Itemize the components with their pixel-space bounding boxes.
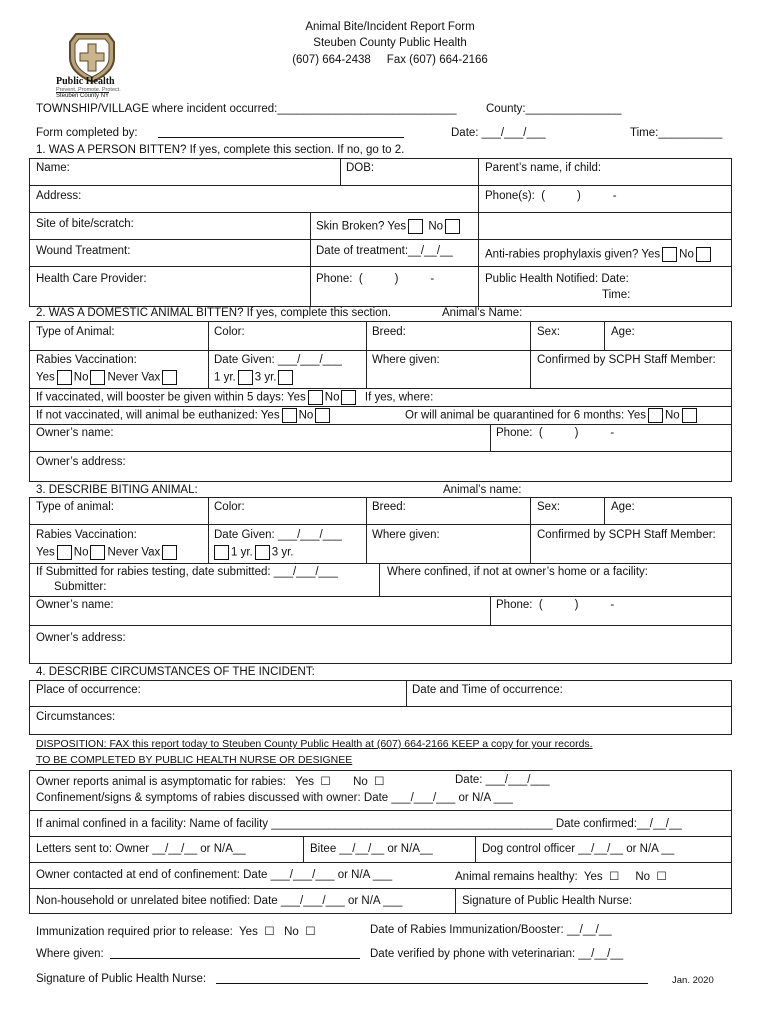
s3-owner-name-field[interactable]: Owner’s name: <box>36 599 114 611</box>
s2-3yr-label: 3 yr. <box>254 371 277 384</box>
section3-table <box>29 497 732 664</box>
treatment-date-field[interactable]: Date of treatment:__/__/__ <box>316 245 453 257</box>
place-of-occurrence-field[interactable]: Place of occurrence: <box>36 684 141 696</box>
s3-type-field[interactable]: Type of animal: <box>36 501 114 513</box>
s2-date-given-field[interactable]: Date Given: ___/___/___ <box>214 354 342 366</box>
s3-3yr-label: 3 yr. <box>271 546 294 559</box>
township-field[interactable]: TOWNSHIP/VILLAGE where incident occurred:____________________________ <box>36 103 457 115</box>
section2-animal-name-field[interactable]: Animal’s Name: <box>442 307 523 319</box>
s2-vax-yes-checkbox[interactable] <box>57 370 72 385</box>
facility-name-field[interactable]: If animal confined in a facility: Name of facility ____________________________________________ Date confirmed:__/__/__ <box>36 818 682 830</box>
s2-color-field[interactable]: Color: <box>214 326 245 338</box>
completed-by-input[interactable] <box>158 128 404 138</box>
booster-no-label: No <box>324 391 340 404</box>
s3-where-given-field[interactable]: Where given: <box>372 529 440 541</box>
s3-color-field[interactable]: Color: <box>214 501 245 513</box>
letters-bitee-field[interactable]: Bitee __/__/__ or N/A__ <box>310 843 433 855</box>
final-signature-label: Signature of Public Health Nurse: <box>36 973 207 985</box>
s2-sex-field[interactable]: Sex: <box>537 326 561 338</box>
asymptomatic-field[interactable]: Owner reports animal is asymptomatic for rabies: Yes ☐ No ☐ <box>36 776 385 788</box>
dog-control-field[interactable]: Dog control officer __/__/__ or N/A __ <box>482 843 675 855</box>
ph-notified-date-field[interactable]: Public Health Notified: Date: <box>485 273 629 285</box>
s3-age-field[interactable]: Age: <box>611 501 635 513</box>
s3-date-given-field[interactable]: Date Given: ___/___/___ <box>214 529 342 541</box>
person-name-field[interactable]: Name: <box>36 162 70 174</box>
s2-type-field[interactable]: Type of Animal: <box>36 326 115 338</box>
provider-phone-field[interactable]: Phone: ( ) - <box>316 273 435 285</box>
s2-confirmed-field[interactable]: Confirmed by SCPH Staff Member: <box>537 354 716 366</box>
s2-owner-address-field[interactable]: Owner’s address: <box>36 456 126 468</box>
quarantine-no-label: No <box>665 409 680 422</box>
nurse-completion-note: TO BE COMPLETED BY PUBLIC HEALTH NURSE OR DESIGNEE <box>36 754 353 766</box>
person-phones-field[interactable]: Phone(s): ( ) - <box>485 190 617 202</box>
s3-sex-field[interactable]: Sex: <box>537 501 561 513</box>
where-given-input[interactable] <box>110 949 360 959</box>
s3-rabies-label: Rabies Vaccination: <box>36 529 137 541</box>
s3-1yr-checkbox[interactable] <box>214 545 229 560</box>
skin-broken-no-label: No <box>428 220 444 233</box>
quarantine-no-checkbox[interactable] <box>682 408 697 423</box>
rabies-test-date-field[interactable]: If Submitted for rabies testing, date submitted: ___/___/___ <box>36 566 338 578</box>
section4-heading: 4. DESCRIBE CIRCUMSTANCES OF THE INCIDENT: <box>36 666 315 678</box>
person-dob-field[interactable]: DOB: <box>346 162 375 174</box>
quarantine-label: Or will animal be quarantined for 6 months: Yes <box>405 409 646 422</box>
s3-3yr-checkbox[interactable] <box>255 545 270 560</box>
s2-breed-field[interactable]: Breed: <box>372 326 406 338</box>
confined-location-field[interactable]: Where confined, if not at owner’s home or a facility: <box>387 566 649 578</box>
person-address-field[interactable]: Address: <box>36 190 82 202</box>
animal-healthy-field[interactable]: Animal remains healthy: Yes ☐ No ☐ <box>455 871 667 883</box>
logo-county: Steuben County NY <box>56 93 110 99</box>
skin-broken-no-checkbox[interactable] <box>445 219 460 234</box>
s3-vax-no-checkbox[interactable] <box>90 545 105 560</box>
antirabies-yes-checkbox[interactable] <box>662 247 677 262</box>
s2-rabies-label: Rabies Vaccination: <box>36 354 137 366</box>
booster-yes-checkbox[interactable] <box>308 390 323 405</box>
s2-owner-phone-field[interactable]: Phone: ( ) - <box>496 427 615 439</box>
s3-1yr-label: 1 yr. <box>231 546 253 559</box>
s2-age-field[interactable]: Age: <box>611 326 635 338</box>
wound-treatment-field[interactable]: Wound Treatment: <box>36 245 131 257</box>
logo-title: Public Health <box>56 76 115 87</box>
end-confinement-contact-field[interactable]: Owner contacted at end of confinement: Date ___/___/___ or N/A ___ <box>36 869 393 881</box>
org-phone: (607) 664-2438 Fax (607) 664-2166 <box>292 54 488 66</box>
ph-notified-time-field[interactable]: Time: <box>602 289 631 301</box>
s2-no-label: No <box>73 371 89 384</box>
health-care-provider-field[interactable]: Health Care Provider: <box>36 273 147 285</box>
top-date-field[interactable]: Date: ___/___/___ <box>451 127 546 139</box>
s3-no-label: No <box>73 546 89 559</box>
bitee-notified-field[interactable]: Non-household or unrelated bitee notified: Date ___/___/___ or N/A ___ <box>36 895 403 907</box>
euthanized-label: If not vaccinated, will animal be euthanized: Yes <box>36 409 280 422</box>
skin-broken-label: Skin Broken? Yes <box>316 220 407 233</box>
s2-vax-never-checkbox[interactable] <box>162 370 177 385</box>
occurrence-datetime-field[interactable]: Date and Time of occurrence: <box>412 684 563 696</box>
s2-where-given-field[interactable]: Where given: <box>372 354 440 366</box>
booster-label: If vaccinated, will booster be given within 5 days: Yes <box>36 391 306 404</box>
skin-broken-yes-checkbox[interactable] <box>408 219 423 234</box>
euthanized-yes-checkbox[interactable] <box>282 408 297 423</box>
s3-never-label: Never Vax <box>107 546 161 559</box>
immunization-required-field[interactable]: Immunization required prior to release: Yes ☐ No ☐ <box>36 926 316 938</box>
asymptomatic-date-field[interactable]: Date: ___/___/___ <box>455 774 550 786</box>
bite-site-field[interactable]: Site of bite/scratch: <box>36 218 134 230</box>
where-given-label: Where given: <box>36 948 104 960</box>
section1-heading: 1. WAS A PERSON BITTEN? If yes, complete this section. If no, go to 2. <box>36 144 405 156</box>
s2-1yr-checkbox[interactable] <box>238 370 253 385</box>
parent-name-field[interactable]: Parent’s name, if child: <box>485 162 602 174</box>
antirabies-no-label: No <box>679 248 694 261</box>
s2-3yr-checkbox[interactable] <box>278 370 293 385</box>
submitter-field[interactable]: Submitter: <box>54 581 107 593</box>
s2-yes-label: Yes <box>36 371 55 384</box>
org-name: Steuben County Public Health <box>313 37 467 49</box>
s2-never-label: Never Vax <box>107 371 161 384</box>
confinement-discussed-field[interactable]: Confinement/signs & symptoms of rabies discussed with owner: Date ___/___/___ or N/A ___ <box>36 792 513 804</box>
completed-by-label: Form completed by: <box>36 127 138 139</box>
s3-yes-label: Yes <box>36 546 55 559</box>
s3-animal-name-field[interactable]: Animal’s name: <box>443 484 522 496</box>
nurse-signature-cell[interactable]: Signature of Public Health Nurse: <box>462 895 633 907</box>
s3-vax-never-checkbox[interactable] <box>162 545 177 560</box>
vet-verified-date-field[interactable]: Date verified by phone with veterinarian: __/__/__ <box>370 948 624 960</box>
quarantine-yes-checkbox[interactable] <box>648 408 663 423</box>
s3-breed-field[interactable]: Breed: <box>372 501 406 513</box>
s3-vax-yes-checkbox[interactable] <box>57 545 72 560</box>
form-title: Animal Bite/Incident Report Form <box>305 21 475 33</box>
county-field[interactable]: County:_______________ <box>486 103 622 115</box>
section3-heading: 3. DESCRIBE BITING ANIMAL: <box>36 484 198 496</box>
s3-owner-phone-field[interactable]: Phone: ( ) - <box>496 599 615 611</box>
rabies-immunization-date-field[interactable]: Date of Rabies Immunization/Booster: __/__/__ <box>370 924 612 936</box>
disposition-instructions: DISPOSITION: FAX this report today to Steuben County Public Health at (607) 664-2166 KEEP a copy for your records. <box>36 738 593 750</box>
antirabies-no-checkbox[interactable] <box>696 247 711 262</box>
euthanized-no-label: No <box>298 409 314 422</box>
logo-tagline: Prevent. Promote. Protect. <box>56 87 121 93</box>
s3-confirmed-field[interactable]: Confirmed by SCPH Staff Member: <box>537 529 716 541</box>
booster-where-field[interactable]: If yes, where: <box>364 391 434 404</box>
top-time-field[interactable]: Time:__________ <box>630 127 723 139</box>
euthanized-no-checkbox[interactable] <box>315 408 330 423</box>
booster-no-checkbox[interactable] <box>341 390 356 405</box>
antirabies-label: Anti-rabies prophylaxis given? Yes <box>485 248 661 261</box>
circumstances-field[interactable]: Circumstances: <box>36 711 116 723</box>
s2-owner-name-field[interactable]: Owner’s name: <box>36 427 114 439</box>
section2-heading: 2. WAS A DOMESTIC ANIMAL BITTEN? If yes, complete this section. <box>36 307 392 319</box>
s2-1yr-label: 1 yr. <box>214 371 236 384</box>
s2-vax-no-checkbox[interactable] <box>90 370 105 385</box>
final-signature-input[interactable] <box>216 974 648 984</box>
s3-owner-address-field[interactable]: Owner’s address: <box>36 632 126 644</box>
letters-owner-field[interactable]: Letters sent to: Owner __/__/__ or N/A__ <box>36 843 246 855</box>
form-revision-date: Jan. 2020 <box>672 975 714 986</box>
